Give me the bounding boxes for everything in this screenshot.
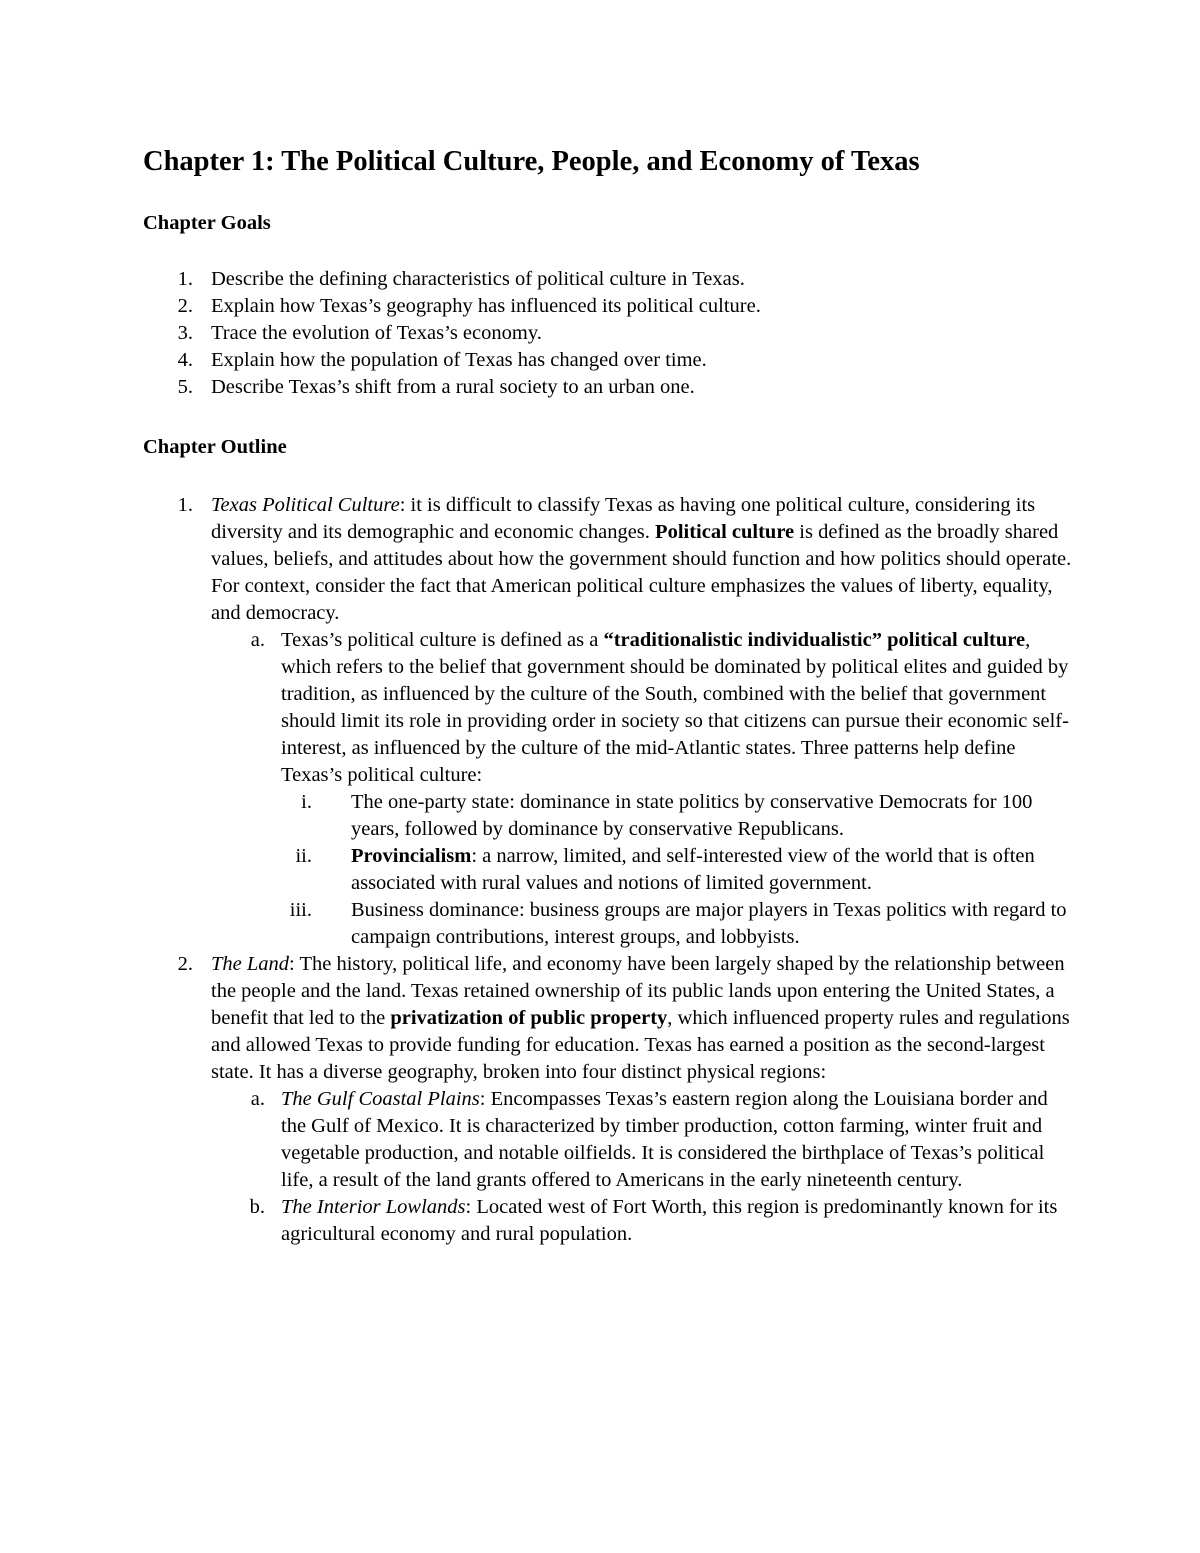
list-number: 2. xyxy=(177,953,193,975)
subitem-text: The one-party state: dominance in state politics by conservative Democrats for 100 years, followed by dominance by conservative Republicans. xyxy=(351,791,1033,840)
list-item-text: Explain how Texas’s geography has influenced its political culture. xyxy=(211,295,761,317)
list-item xyxy=(143,374,1073,401)
list-item-text: Describe Texas’s shift from a rural society to an urban one. xyxy=(211,376,695,398)
list-number: 1. xyxy=(177,268,193,290)
subitem-text: The Gulf Coastal Plains: Encompasses Texas’s eastern region along the Louisiana border and the Gulf of Mexico. It is characterized by timber production, cotton farming, winter fruit and vegetable production, and notable oilfields. It is considered the birthplace of Texas’s political life, a result of the land grants offered to Americans in the early nineteenth century. xyxy=(281,1088,1048,1191)
list-item xyxy=(143,266,1073,293)
outline-item-the-land xyxy=(143,951,1073,1248)
list-item-text: Describe the defining characteristics of political culture in Texas. xyxy=(211,268,745,290)
key-term: Provincialism xyxy=(351,845,472,867)
list-letter: a. xyxy=(250,629,265,651)
key-term: privatization of public property xyxy=(390,1007,668,1029)
list-number: 4. xyxy=(177,349,193,371)
outline-subitem-a xyxy=(211,1086,1073,1194)
subitem-text: Texas’s political culture is defined as a “traditionalistic individualistic” political culture, which refers to the belief that government should be dominated by political elites and guided by tradition, as influenced by the culture of the South, combined with the belief that government should limit its role in providing order in society so that citizens can pursue their economic self-interest, as influenced by the culture of the mid-Atlantic states. Three patterns help define Texas’s political culture: xyxy=(281,629,1069,786)
list-number: 2. xyxy=(177,295,193,317)
outline-subitem-ii xyxy=(281,843,1073,897)
chapter-goals-heading: Chapter Goals xyxy=(143,212,271,234)
chapter-goals-list xyxy=(143,266,1073,401)
list-roman: i. xyxy=(301,791,312,813)
list-letter: b. xyxy=(249,1196,265,1218)
outline-subitem-a xyxy=(211,627,1073,951)
list-item xyxy=(143,320,1073,347)
list-roman: iii. xyxy=(289,899,312,921)
list-number: 3. xyxy=(177,322,193,344)
list-item-text: Trace the evolution of Texas’s economy. xyxy=(211,322,542,344)
subitem-text: Provincialism: a narrow, limited, and self-interested view of the world that is often associated with rural values and notions of limited government. xyxy=(351,845,1035,894)
list-number: 5. xyxy=(177,376,193,398)
outline-subitem-b xyxy=(211,1194,1073,1248)
subitem-text: Business dominance: business groups are major players in Texas politics with regard to campaign contributions, interest groups, and lobbyists. xyxy=(351,899,1067,948)
list-item xyxy=(143,293,1073,320)
item-title: The Interior Lowlands xyxy=(281,1196,466,1218)
list-item-text: Explain how the population of Texas has changed over time. xyxy=(211,349,707,371)
list-letter: a. xyxy=(250,1088,265,1110)
outline-item-text: Texas Political Culture: it is difficult to classify Texas as having one political culture, considering its diversity and its demographic and economic changes. Political culture is defined as the broadly shared values, beliefs, and attitudes about how the government should function and how politics should operate. For context, consider the fact that American political culture emphasizes the values of liberty, equality, and democracy. xyxy=(211,494,1072,624)
chapter-outline-heading: Chapter Outline xyxy=(143,436,287,458)
outline-subitem-iii xyxy=(281,897,1073,951)
outline-item-text: The Land: The history, political life, and economy have been largely shaped by the relationship between the people and the land. Texas retained ownership of its public lands upon entering the United States, a benefit that led to the privatization of public property, which influenced property rules and regulations and allowed Texas to provide funding for education. Texas has earned a position as the second-largest state. It has a diverse geography, broken into four distinct physical regions: xyxy=(211,953,1070,1083)
outline-item-political-culture xyxy=(143,492,1073,951)
list-roman: ii. xyxy=(295,845,312,867)
chapter-outline-list xyxy=(143,492,1073,1248)
item-title: The Land xyxy=(211,953,290,975)
subitem-text: The Interior Lowlands: Located west of Fort Worth, this region is predominantly known for its agricultural economy and rural population. xyxy=(281,1196,1058,1245)
list-number: 1. xyxy=(177,494,193,516)
key-term: “traditionalistic individualistic” political culture xyxy=(603,629,1026,651)
outline-subitem-i xyxy=(281,789,1073,843)
item-title: Texas Political Culture xyxy=(211,494,400,516)
page-title: Chapter 1: The Political Culture, People, and Economy of Texas xyxy=(143,146,920,177)
list-item xyxy=(143,347,1073,374)
item-title: The Gulf Coastal Plains xyxy=(281,1088,480,1110)
key-term: Political culture xyxy=(655,521,795,543)
